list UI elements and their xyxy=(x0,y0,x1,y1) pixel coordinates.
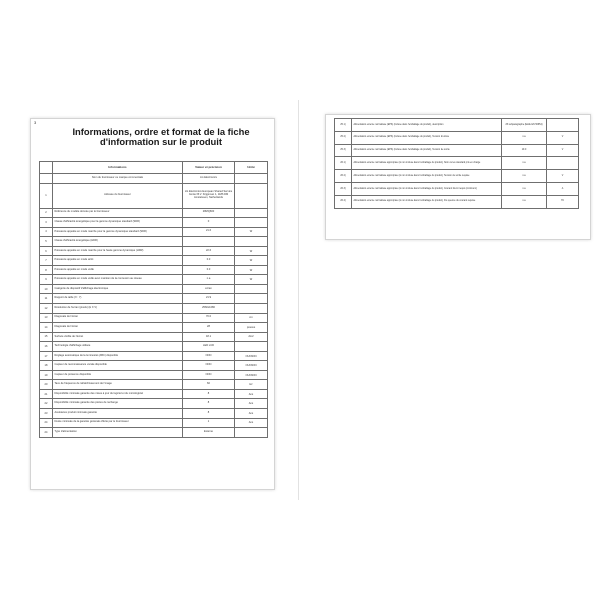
table-row xyxy=(40,265,268,275)
title-line-2: d'information sur le produit xyxy=(99,136,223,148)
row-value: n.a xyxy=(502,131,547,144)
row-number: 12 xyxy=(40,304,53,314)
document-page-2 xyxy=(325,114,591,240)
row-value: 1 xyxy=(183,418,235,428)
row-unit xyxy=(235,342,268,352)
row-unit xyxy=(235,174,268,184)
row-parameter: Surface visible de l'écran xyxy=(53,332,183,342)
row-value: LED LCD xyxy=(183,342,235,352)
row-unit: W xyxy=(235,275,268,285)
table-row xyxy=(40,370,268,380)
row-number: 8 xyxy=(40,265,53,275)
row-parameter: Rapport de taille (X : Y) xyxy=(53,294,183,304)
row-number: 1 xyxy=(40,183,53,208)
row-unit xyxy=(235,294,268,304)
row-number: 20 xyxy=(40,380,53,390)
table-row xyxy=(40,237,268,247)
row-number: 25.2) xyxy=(335,131,352,144)
row-unit: Hz xyxy=(547,195,579,208)
table-row xyxy=(40,323,268,333)
row-number: 24 xyxy=(40,418,53,428)
row-number: 26.3) xyxy=(335,182,352,195)
page-gap-divider xyxy=(298,100,299,500)
table-row xyxy=(40,227,268,237)
row-number: 10 xyxy=(40,284,53,294)
row-unit xyxy=(235,237,268,247)
row-parameter: Nom du fournisseur ou marque commerciale xyxy=(53,174,183,184)
power-supply-table xyxy=(334,118,579,209)
row-parameter: Type d'alimentation xyxy=(53,428,183,438)
row-number: 5 xyxy=(40,237,53,247)
row-parameter: Alimentation externe normalisée appropriée (si non incluse dans l'emballage du produit), Tension de sortie requise xyxy=(352,170,502,183)
row-value: 2560x1080 xyxy=(183,304,235,314)
row-parameter: Puissance appelée en mode marche pour la gamme dynamique standard (SDR) xyxy=(53,227,183,237)
row-value: n.a xyxy=(502,182,547,195)
row-number: 2 xyxy=(40,208,53,218)
row-unit: W xyxy=(235,246,268,256)
row-number: 25.1) xyxy=(335,119,352,132)
row-value: LG Electronics European Shared Service Center B.V. Krijgsman 1, 1186 DM Amstelveen, Netherlands xyxy=(183,183,235,208)
row-unit xyxy=(547,119,579,132)
row-parameter: Alimentation externe normalisée appropriée (si non incluse dans l'emballage du produit), Fré quence du courant requise xyxy=(352,195,502,208)
row-unit xyxy=(235,183,268,208)
table-row xyxy=(335,182,579,195)
row-number: 6 xyxy=(40,246,53,256)
table-row xyxy=(40,342,268,352)
table-row xyxy=(335,157,579,170)
row-value: 8 xyxy=(183,409,235,419)
title-line-1: Informations, ordre et format de la fiche xyxy=(72,126,250,137)
row-parameter: Alimentation externe normalisée (EPS) (incluse dans l'emballage du produit), Tension d'entrée xyxy=(352,131,502,144)
row-parameter: Référence du modèle donnée par le fournisseur xyxy=(53,208,183,218)
row-parameter: Technologie d'affichage utilisée xyxy=(53,342,183,352)
row-unit: OUI/NON xyxy=(235,351,268,361)
row-number: 24 xyxy=(40,428,53,438)
row-unit xyxy=(547,157,579,170)
row-parameter: Puissance appelée en mode veille avec maintien de la connexion au réseau xyxy=(53,275,183,285)
row-value: F xyxy=(183,218,235,228)
row-number: 15 xyxy=(40,332,53,342)
row-parameter: Capteur de reconnaissance vocale disponible xyxy=(53,361,183,371)
row-parameter: Assistance produit minimale garantie xyxy=(53,409,183,419)
row-number: 3 xyxy=(40,218,53,228)
row-value: 28MQ600 xyxy=(183,208,235,218)
row-parameter: Disponibilité minimale garantie des mises à jour du logiciel et du micrologiciel xyxy=(53,389,183,399)
row-value: Externe xyxy=(183,428,235,438)
row-unit xyxy=(235,428,268,438)
table-row xyxy=(40,294,268,304)
row-unit: Ans xyxy=(235,389,268,399)
row-parameter: Diagonale de l'écran xyxy=(53,323,183,333)
row-value: 60 xyxy=(183,380,235,390)
row-number: 7 xyxy=(40,256,53,266)
table-row xyxy=(40,218,268,228)
row-unit: W xyxy=(235,256,268,266)
table-row xyxy=(40,256,268,266)
row-value: 28 xyxy=(183,323,235,333)
table-row xyxy=(40,428,268,438)
row-unit xyxy=(235,218,268,228)
row-parameter: Alimentation externe normalisée appropriée (si non incluse dans l'emballage du produit), Nom ou les standard pris en charge xyxy=(352,157,502,170)
row-unit: pouces xyxy=(235,323,268,333)
row-number: 4 xyxy=(40,227,53,237)
row-unit: Hz xyxy=(235,380,268,390)
row-value: n.a xyxy=(502,195,547,208)
row-value: 21.6 xyxy=(183,227,235,237)
row-value: NON xyxy=(183,361,235,371)
row-value: 70.0 xyxy=(183,313,235,323)
row-parameter: Adresse du fournisseur xyxy=(53,183,183,208)
row-number: 11 xyxy=(40,294,53,304)
table-row xyxy=(335,195,579,208)
row-number: 17 xyxy=(40,351,53,361)
row-number: 16 xyxy=(40,342,53,352)
table-body xyxy=(335,119,579,209)
row-value: 8 xyxy=(183,389,235,399)
row-number: 13 xyxy=(40,313,53,323)
row-unit: A xyxy=(547,182,579,195)
row-parameter: Durée minimale de la garantie générale offerte par le fournisseur xyxy=(53,418,183,428)
header-value: Valeur et précision xyxy=(183,162,235,174)
table-row xyxy=(40,304,268,314)
row-number: 9 xyxy=(40,275,53,285)
row-parameter: Puissance appelée en mode marche pour la haute gamme dynamique (HDR) xyxy=(53,246,183,256)
row-number: 23 xyxy=(40,409,53,419)
row-value: 8 xyxy=(183,399,235,409)
page-number: 3 xyxy=(34,120,37,125)
row-parameter: Taux de fréquence de rafraîchissement de l'image xyxy=(53,380,183,390)
table-row xyxy=(40,208,268,218)
table-row xyxy=(40,351,268,361)
header-number xyxy=(40,162,53,174)
row-parameter: Diagonale de l'écran xyxy=(53,313,183,323)
row-unit: OUI/NON xyxy=(235,361,268,371)
row-unit: OUI/NON xyxy=(235,370,268,380)
row-parameter: Alimentation externe normalisée appropriée (si non incluse dans l'emballage du produit), Courant fourni requis (minimum) xyxy=(352,182,502,195)
row-number: 14 xyxy=(40,323,53,333)
row-value: n.a xyxy=(502,157,547,170)
row-parameter: Alimentation externe normalisée (EPS) (incluse dans l'emballage du produit), Tension de sortie xyxy=(352,144,502,157)
row-value xyxy=(183,237,235,247)
row-value: 18.1 xyxy=(183,332,235,342)
table-row xyxy=(40,361,268,371)
table-row xyxy=(40,418,268,428)
row-parameter: Puissance appelée en mode arrêt xyxy=(53,256,183,266)
product-information-table xyxy=(39,161,268,438)
row-number xyxy=(40,174,53,184)
table-row xyxy=(40,332,268,342)
row-unit: Ans xyxy=(235,418,268,428)
row-number: 18 xyxy=(40,361,53,371)
table-row xyxy=(40,409,268,419)
table-row xyxy=(335,131,579,144)
row-parameter: Catégorie de dispositif d'affichage électronique xyxy=(53,284,183,294)
row-parameter: Résolution de l'écran (pixels) (H X V) xyxy=(53,304,183,314)
row-unit: cm xyxy=(235,313,268,323)
table-row xyxy=(40,284,268,294)
row-unit: Ans xyxy=(235,399,268,409)
row-unit xyxy=(235,208,268,218)
row-value: 0.3 xyxy=(183,265,235,275)
row-value: 0.3 xyxy=(183,256,235,266)
row-value: 19.0 xyxy=(502,144,547,157)
document-title xyxy=(51,127,271,147)
row-value: NON xyxy=(183,351,235,361)
table-row xyxy=(40,389,268,399)
table-row xyxy=(40,174,268,184)
row-value: 25 subparagraphe (Eddu EN 50654) xyxy=(502,119,547,132)
row-value: écran xyxy=(183,284,235,294)
row-value: n.a xyxy=(183,275,235,285)
header-information: Informations xyxy=(53,162,183,174)
row-number: 26.4) xyxy=(335,195,352,208)
table-row xyxy=(40,183,268,208)
document-page-1 xyxy=(30,118,275,490)
row-value: NON xyxy=(183,370,235,380)
table-row xyxy=(335,144,579,157)
table-row xyxy=(40,399,268,409)
row-parameter: Puissance appelée en mode veille xyxy=(53,265,183,275)
row-number: 19 xyxy=(40,370,53,380)
table-header-row xyxy=(40,162,268,174)
row-parameter: Capteur de présence disponible xyxy=(53,370,183,380)
table-row xyxy=(335,170,579,183)
row-unit xyxy=(235,284,268,294)
row-unit: dm2 xyxy=(235,332,268,342)
row-parameter: Classe d'efficacité énergétique (HDR) xyxy=(53,237,183,247)
row-parameter: Disponibilité minimale garantie des pièces de rechange xyxy=(53,399,183,409)
row-parameter: Classe d'efficacité énergétique pour la gamme dynamique standard (SDR) xyxy=(53,218,183,228)
row-parameter: Réglage automatique de la luminosité (ABC) disponible xyxy=(53,351,183,361)
row-value: LG Electronics xyxy=(183,174,235,184)
row-unit: V xyxy=(547,170,579,183)
row-unit xyxy=(235,304,268,314)
table-row xyxy=(40,246,268,256)
table-row xyxy=(335,119,579,132)
row-number: 26.2) xyxy=(335,170,352,183)
row-parameter: Alimentation externe normalisée (EPS) (incluse dans l'emballage du produit), description xyxy=(352,119,502,132)
row-number: 21 xyxy=(40,389,53,399)
row-value: 21:9 xyxy=(183,294,235,304)
table-row xyxy=(40,313,268,323)
row-unit: W xyxy=(235,265,268,275)
row-number: 25.3) xyxy=(335,144,352,157)
row-unit: Ans xyxy=(235,409,268,419)
row-unit: V xyxy=(547,131,579,144)
row-value: n.a xyxy=(502,170,547,183)
row-unit: V xyxy=(547,144,579,157)
row-value: 22.6 xyxy=(183,246,235,256)
row-number: 26.1) xyxy=(335,157,352,170)
header-unit: Unité xyxy=(235,162,268,174)
table-row xyxy=(40,380,268,390)
row-unit: W xyxy=(235,227,268,237)
row-number: 22 xyxy=(40,399,53,409)
table-body xyxy=(40,174,268,438)
table-row xyxy=(40,275,268,285)
